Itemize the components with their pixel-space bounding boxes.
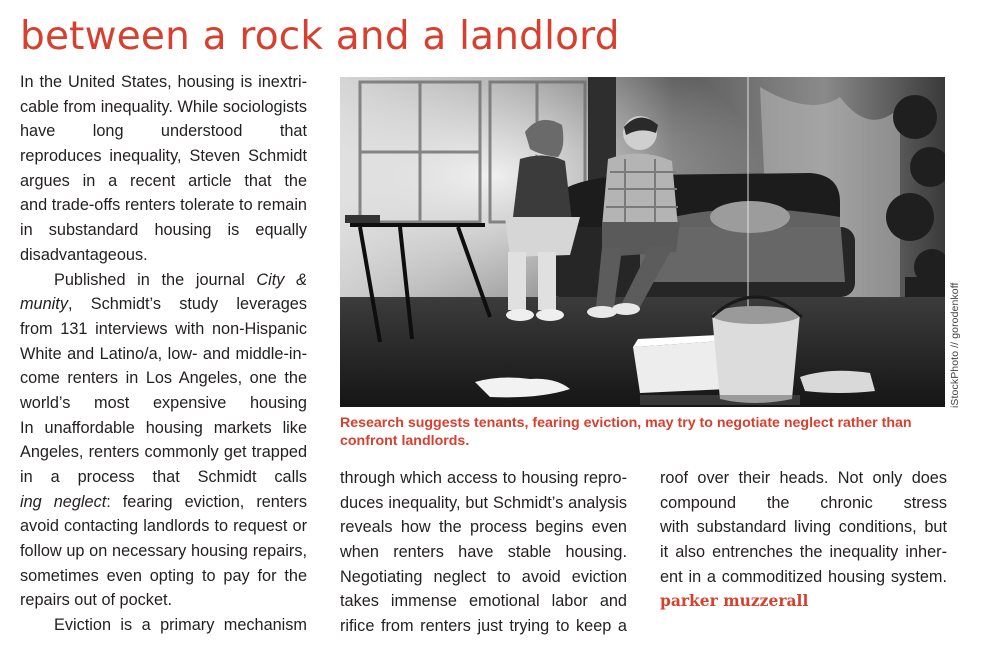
body-line: world’s most expensive housing — [20, 393, 307, 412]
body-line: Negotiating neglect to avoid eviction — [340, 567, 627, 586]
body-line: In unaffordable housing markets like — [20, 418, 307, 437]
body-line: avoid contacting landlords to request or — [20, 517, 307, 536]
photo-illustration — [340, 77, 945, 407]
body-line: duces inequality, but Schmidt’s analysis — [340, 493, 627, 512]
body-line: in substandard housing is equally — [20, 221, 307, 240]
journal-title: munity — [20, 295, 68, 314]
body-line: rifice from renters just trying to keep a — [340, 617, 627, 636]
body-line — [20, 490, 307, 515]
body-line: from 131 interviews with non-Hispanic — [20, 319, 307, 338]
journal-title: City & — [256, 270, 307, 289]
body-line: Eviction is a primary mechanism — [54, 616, 307, 635]
caption-line: confront landlords. — [340, 433, 470, 449]
body-text: , Schmidt’s study leverages — [67, 295, 307, 314]
body-column-1 — [20, 70, 307, 638]
body-line: repairs out of pocket. — [20, 591, 173, 610]
article-photo — [340, 77, 945, 407]
body-line: compound the chronic stress — [660, 493, 947, 512]
body-line: through which access to housing repro- — [340, 469, 627, 487]
caption-line: Research suggests tenants, fearing eviction, may try to negotiate neglect rather than — [340, 415, 912, 431]
body-line: argues in a recent article that the — [20, 171, 307, 190]
body-line: when renters have stable housing. — [340, 543, 627, 562]
body-line: sometimes even opting to pay for the — [20, 566, 307, 585]
body-line: with substandard living conditions, but — [660, 518, 947, 537]
article-headline: between a rock and a landlord — [20, 14, 620, 59]
body-line: reproduces inequality, Steven Schmidt — [20, 147, 307, 166]
body-line: cable from inequality. While sociologists — [20, 97, 307, 116]
body-line: Angeles, renters commonly get trapped — [20, 443, 307, 462]
body-line: takes immense emotional labor and — [340, 592, 627, 611]
body-line: have long understood that — [20, 122, 307, 141]
body-line — [20, 465, 307, 490]
author-byline: parker muzzerall — [660, 591, 809, 611]
body-line: In the United States, housing is inextri- — [20, 73, 307, 91]
body-line: come renters in Los Angeles, one the — [20, 369, 307, 388]
body-line: it also entrenches the inequality inher- — [660, 543, 947, 562]
body-line — [20, 268, 307, 293]
body-line: roof over their heads. Not only does — [660, 469, 947, 487]
body-text: Published in the journal — [54, 270, 257, 289]
photo-credit: iStockPhoto // gorodenkoff — [949, 282, 961, 408]
body-line — [20, 292, 307, 317]
body-line: follow up on necessary housing repairs, — [20, 542, 307, 561]
body-line: White and Latino/a, low- and middle-in- — [20, 344, 307, 363]
body-line: reveals how the process begins even — [340, 518, 627, 537]
body-column-2 — [340, 466, 627, 639]
body-column-3 — [660, 466, 947, 614]
body-line: and trade-offs renters tolerate to remain — [20, 196, 307, 215]
body-text: in a process that Schmidt calls — [20, 468, 307, 486]
term-emphasis: ing neglect — [20, 492, 107, 511]
body-line: disadvantageous. — [20, 245, 148, 264]
photo-caption — [340, 414, 950, 450]
body-text: : fearing eviction, renters — [106, 492, 307, 511]
body-line: ent in a commoditized housing system. — [660, 567, 947, 586]
